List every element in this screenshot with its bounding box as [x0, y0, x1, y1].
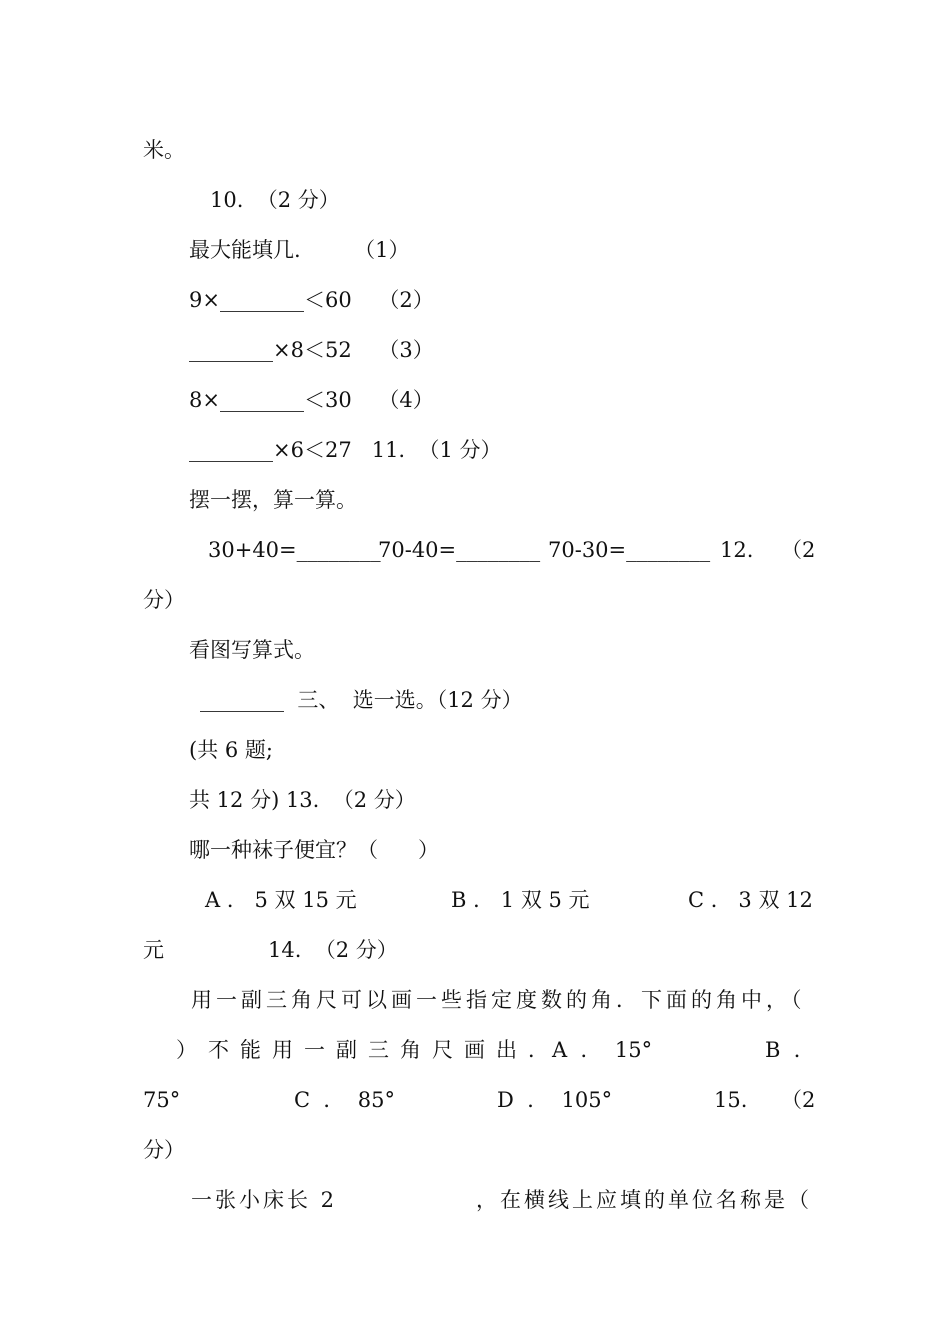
text-line: 哪一种袜子便宜？（ ）	[189, 838, 440, 862]
question-number-12: 12.	[720, 538, 754, 562]
section-header: ________ 三、 选一选。（12 分）	[200, 688, 523, 712]
equation-1: 30+40=________	[208, 538, 381, 562]
option-b-value: 75°	[143, 1088, 181, 1112]
text-line: ________×6＜27 11. （1 分）	[189, 438, 502, 462]
text-line: ________×8＜52 （3）	[189, 338, 434, 362]
equation-3: 70-30=________	[548, 538, 711, 562]
text-line: 元	[143, 938, 164, 962]
text-line: 9×________＜60 （2）	[189, 288, 434, 312]
text-line: 看图写算式。	[189, 638, 315, 662]
score-open: （2	[781, 1088, 816, 1112]
text-line: 最大能填几. （1）	[189, 238, 410, 262]
text-line: 摆一摆，算一算。	[189, 488, 357, 512]
text-line: ）不能用一副三角尺画出．	[176, 1038, 560, 1062]
score-open: （2	[781, 538, 816, 562]
text-line: 8×________＜30 （4）	[189, 388, 434, 412]
text-line: 用一副三角尺可以画一些指定度数的角．下面的角中，（	[191, 988, 806, 1012]
option-b: B ．	[765, 1038, 815, 1062]
option-d: D ． 105°	[497, 1088, 613, 1112]
text-line: (共 6 题;	[189, 738, 273, 762]
question-header-14: 14. （2 分）	[268, 938, 398, 962]
text-line: 分）	[143, 1138, 185, 1162]
option-a: A ． 15°	[552, 1038, 653, 1062]
option-a: A ． 5 双 15 元	[205, 888, 357, 912]
text-line: ，在横线上应填的单位名称是（	[476, 1188, 812, 1212]
equation-2: 70-40=________	[378, 538, 541, 562]
option-c: C ． 3 双 12	[688, 888, 813, 912]
text-line: 米。	[143, 138, 185, 162]
question-number-15: 15.	[714, 1088, 748, 1112]
text-line: 共 12 分) 13. （2 分）	[189, 788, 416, 812]
option-c: C ． 85°	[294, 1088, 395, 1112]
text-line: 一张小床长 2	[191, 1188, 338, 1212]
text-line: 分）	[143, 588, 185, 612]
option-b: B ． 1 双 5 元	[451, 888, 590, 912]
question-header-10: 10. （2 分）	[210, 188, 340, 212]
